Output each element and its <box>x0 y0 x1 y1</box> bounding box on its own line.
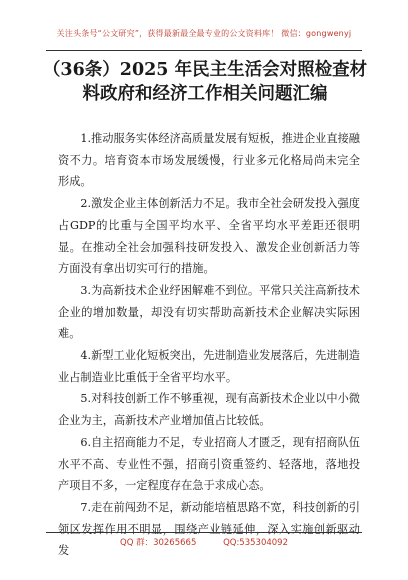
paragraph-1: 1.推动服务实体经济高质量发展有短板，推进企业直接融资不力。培育资本市场发展缓慢，行业多元化格局尚未完全形成。 <box>58 132 360 189</box>
paragraph-7: 7.走在前闯劲不足，新动能培植思路不宽，科技创新的引领区发挥作用不明显，围绕产业链延伸，深入实施创新驱动发 <box>58 500 360 558</box>
paragraph-3: 3.为高新技术企业纾困解难不到位。平常只关注高新技术企业的增加数量，却没有切实帮助高新技术企业解决实际困难。 <box>58 283 360 341</box>
header-divider <box>46 50 362 51</box>
paragraph-4: 4.新型工业化短板突出，先进制造业发展落后，先进制造业占制造业比重低于全省平均水平。 <box>58 349 360 384</box>
footer-divider <box>46 532 362 533</box>
footer-qq-group: QQ 群：30265665 <box>120 538 197 548</box>
footer-banner <box>0 536 408 548</box>
title-line-2: 料政府和经济工作相关问题汇编 <box>82 84 328 104</box>
document-title <box>40 58 370 106</box>
header-banner: 关注头条号“公文研究”，获得最新最全最专业的公文资料库！ 微信：gongwenyj <box>56 29 352 38</box>
paragraph-2: 2.激发企业主体创新活力不足。我市全社会研发投入强度占GDP的比重与全国平均水平、全省平均水平差距还很明显。在推动全社会加强科技研发投入、激发企业创新活力等方面没有拿出切实可行的措施。 <box>58 197 360 276</box>
document-body <box>58 128 360 562</box>
title-line-1: （36条）2025 年民主生活会对照检查材 <box>42 60 368 80</box>
paragraph-5: 5.对科技创新工作不够重视，现有高新技术企业以中小微企业为主，高新技术产业增加值占比较低。 <box>58 392 360 428</box>
paragraph-6: 6.自主招商能力不足，专业招商人才匮乏，现有招商队伍水平不高、专业性不强，招商引资重签约、轻落地，落地投产项目不多，一定程度存在急于求成心态。 <box>58 435 360 493</box>
footer-qq-contact: QQ:535304092 <box>223 538 288 548</box>
